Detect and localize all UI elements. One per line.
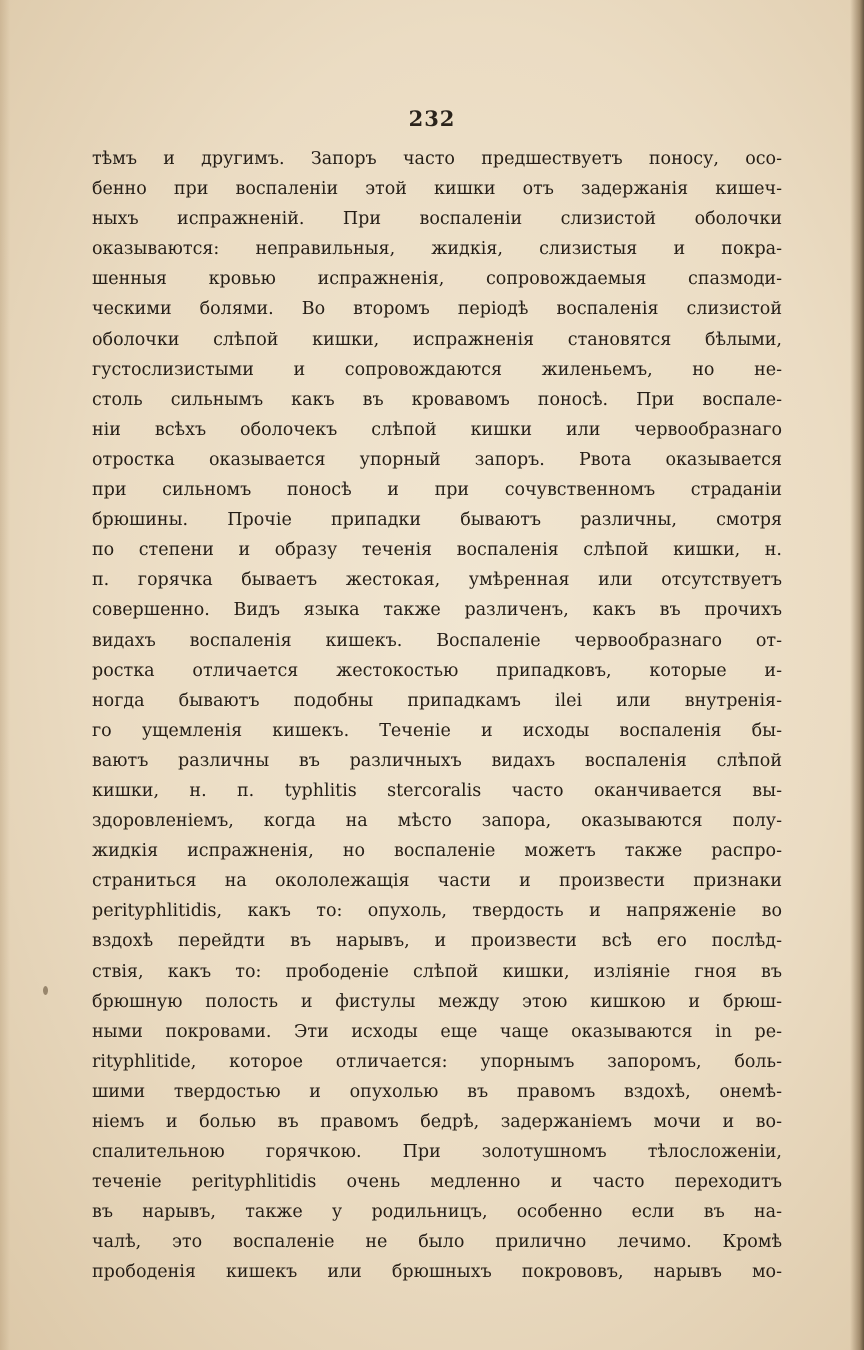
text-line: тѣмъ и другимъ. Запоръ часто предшествуетъ поносу, осо- (92, 149, 782, 169)
text-line: ваютъ различны въ различныхъ видахъ воспаленія слѣпой (92, 750, 782, 771)
body-text (92, 144, 782, 1288)
page-number: 232 (408, 106, 456, 131)
text-line: здоровленіемъ, когда на мѣсто запора, оказываются полу- (92, 811, 782, 832)
text-line: ствія, какъ то: прободеніе слѣпой кишки, изліяніе гноя въ (92, 961, 782, 982)
text-line: густослизистыми и сопровождаются жиленьемъ, но не- (92, 359, 782, 380)
text-line: страниться на окололежащія части и произвести признаки (92, 871, 782, 892)
text-line: п. горячка бываетъ жестокая, умѣренная или отсутствуетъ (92, 570, 782, 591)
text-line: столь сильнымъ какъ въ кровавомъ поносѣ. При воспале- (92, 389, 782, 410)
text-line: шенныя кровью испражненія, сопровождаемыя спазмоди- (92, 269, 782, 290)
text-line: ныхъ испражненій. При воспаленіи слизистой оболочки (92, 209, 782, 230)
text-line: видахъ воспаленія кишекъ. Воспаленіе червообразнаго от- (92, 630, 782, 651)
text-line: оболочки слѣпой кишки, испражненія становятся бѣлыми, (92, 329, 782, 350)
text-line: ногда бываютъ подобны припадкамъ ilei или внутренія- (92, 690, 782, 711)
ink-spot (43, 986, 48, 995)
text-line: брюшную полость и фистулы между этою кишкою и брюш- (92, 991, 782, 1012)
text-line: отростка оказывается упорный запоръ. Рвота оказывается (92, 449, 782, 470)
page-left-edge (0, 0, 10, 1350)
text-line: ными покровами. Эти исходы еще чаще оказываются in pe- (92, 1021, 782, 1042)
text-line: чалѣ, это воспаленіе не было прилично лечимо. Кромѣ (92, 1232, 782, 1253)
text-line: прободенія кишекъ или брюшныхъ покрововъ, нарывъ мо- (92, 1262, 782, 1283)
text-line: ростка отличается жестокостью припадковъ, которые и- (92, 660, 782, 681)
text-line: спалительною горячкою. При золотушномъ тѣлосложеніи, (92, 1142, 782, 1163)
text-line: совершенно. Видъ языка также различенъ, какъ въ прочихъ (92, 600, 782, 621)
text-line: при сильномъ поносѣ и при сочувственномъ страданіи (92, 480, 782, 501)
text-line: ніемъ и болью въ правомъ бедрѣ, задержаніемъ мочи и во- (92, 1112, 782, 1132)
text-line: брюшины. Прочіе припадки бываютъ различны, смотря (92, 510, 782, 531)
text-line: бенно при воспаленіи этой кишки отъ задержанія кишеч- (92, 179, 782, 200)
text-line: кишки, н. п. typhlitis stercoralis часто оканчивается вы- (92, 780, 782, 801)
text-line: по степени и образу теченія воспаленія слѣпой кишки, н. (92, 540, 782, 561)
text-line: ніи всѣхъ оболочекъ слѣпой кишки или червообразнаго (92, 419, 782, 440)
text-line: оказываются: неправильныя, жидкія, слизистыя и покра- (92, 239, 782, 260)
text-line: шими твердостью и опухолью въ правомъ вздохѣ, онемѣ- (92, 1081, 782, 1102)
text-line: въ нарывъ, также у родильницъ, особенно если въ на- (92, 1202, 782, 1223)
page-binding-edge (850, 0, 864, 1350)
text-line: rityphlitide, которое отличается: упорнымъ запоромъ, боль- (92, 1051, 782, 1072)
text-line: теченіе perityphlitidis очень медленно и часто переходитъ (92, 1172, 782, 1193)
text-line: го ущемленія кишекъ. Теченіе и исходы воспаленія бы- (92, 720, 782, 741)
text-line: вздохѣ перейдти въ нарывъ, и произвести всѣ его послѣд- (92, 931, 782, 952)
text-line: жидкія испражненія, но воспаленіе можетъ также распро- (92, 841, 782, 862)
text-line: perityphlitidis, какъ то: опухоль, твердость и напряженіе во (92, 901, 782, 922)
text-line: ческими болями. Во второмъ періодѣ воспаленія слизистой (92, 299, 782, 320)
